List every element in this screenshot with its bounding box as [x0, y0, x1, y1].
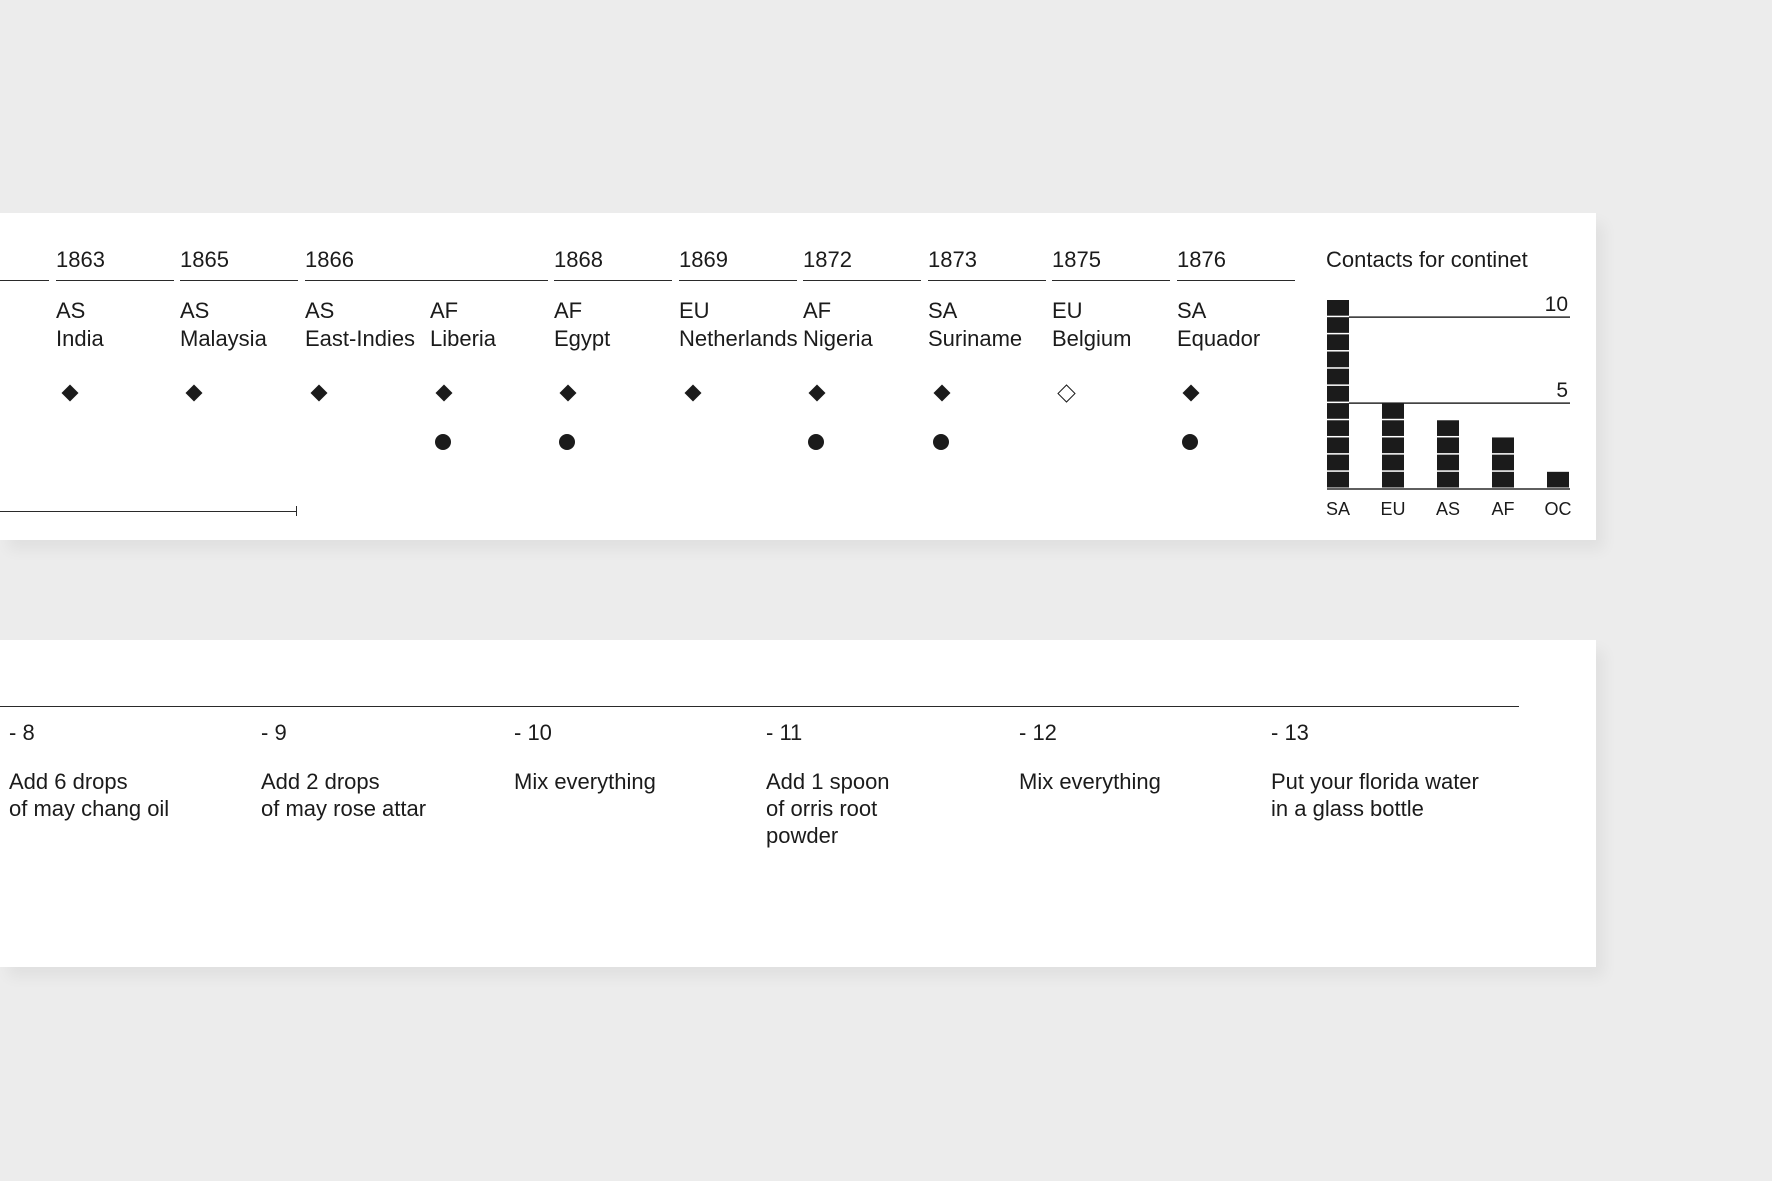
chart-bar-block: [1327, 437, 1349, 453]
timeline-range-tick: [296, 506, 297, 516]
chart-bar-block: [1327, 472, 1349, 488]
diamond-icon: [685, 385, 702, 402]
chart-category-label: AS: [1435, 499, 1461, 519]
diamond-icon: [560, 385, 577, 402]
country-name: Nigeria: [803, 326, 873, 351]
timeline-year: 1872: [803, 247, 852, 272]
continent-code: AS: [305, 298, 335, 323]
country-name: East-Indies: [305, 326, 416, 351]
chart-bar-block: [1327, 369, 1349, 385]
step-number: - 11: [766, 720, 803, 745]
chart-bar-block: [1437, 455, 1459, 471]
continent-code: AS: [56, 298, 86, 323]
chart-bar-block: [1327, 420, 1349, 436]
continent-code: AF: [554, 298, 583, 323]
chart-bar-block: [1327, 386, 1349, 402]
year-rule: [1177, 280, 1295, 281]
year-rule: [0, 280, 49, 281]
chart-bar-block: [1382, 455, 1404, 471]
dot-icon: [933, 434, 949, 450]
chart-bar-block: [1327, 455, 1349, 471]
chart-bar-sa: [1327, 300, 1349, 488]
timeline-year: 1869: [679, 247, 728, 272]
timeline-place: [554, 297, 610, 353]
recipe-step: [1271, 720, 1479, 822]
chart-bar-block: [1492, 472, 1514, 488]
chart-bar-block: [1327, 403, 1349, 419]
timeline-place: [928, 297, 1022, 353]
timeline-year: 1863: [56, 247, 105, 272]
continent-code: SA: [1177, 298, 1207, 323]
chart-bar-block: [1437, 472, 1459, 488]
diamond-icon: [62, 385, 79, 402]
step-text: Add 2 drops of may rose attar: [261, 769, 427, 821]
recipe-step: [9, 720, 169, 822]
step-number: - 13: [1271, 720, 1309, 745]
timeline-place: [430, 297, 496, 353]
timeline-range-line: [0, 511, 297, 512]
step-number: - 9: [261, 720, 287, 745]
step-number: - 8: [9, 720, 35, 745]
contacts-bar-chart: [1320, 213, 1590, 540]
diamond-icon: [186, 385, 203, 402]
recipe-step: [261, 720, 426, 822]
chart-bar-block: [1327, 334, 1349, 350]
dot-icon: [435, 434, 451, 450]
timeline-place: [803, 297, 873, 353]
diamond-icon: [436, 385, 453, 402]
step-text: Add 1 spoon of orris root powder: [766, 769, 890, 848]
recipe-step: [514, 720, 656, 795]
continent-code: AF: [430, 298, 459, 323]
step-text: Add 6 drops of may chang oil: [9, 769, 170, 821]
timeline-place: [1052, 297, 1131, 353]
country-name: Liberia: [430, 326, 497, 351]
chart-bar-block: [1327, 352, 1349, 368]
chart-bar-block: [1382, 420, 1404, 436]
step-text: Mix everything: [514, 769, 656, 794]
chart-gridline-label: 10: [1544, 293, 1568, 317]
chart-title: Contacts for continet: [1326, 247, 1528, 272]
chart-bar-oc: [1547, 472, 1569, 488]
steps-rule: [0, 706, 1519, 707]
year-rule: [305, 280, 548, 281]
contacts-chart: [1320, 213, 1590, 540]
recipe-step: [1019, 720, 1161, 795]
chart-category-label: OC: [1544, 499, 1572, 519]
year-rule: [803, 280, 921, 281]
chart-bar-block: [1437, 437, 1459, 453]
chart-bar-block: [1382, 437, 1404, 453]
chart-gridline-label: 5: [1556, 379, 1568, 403]
timeline-year: 1866: [305, 247, 354, 272]
diamond-icon: [311, 385, 328, 402]
chart-category-label: EU: [1380, 499, 1406, 519]
country-name: Malaysia: [180, 326, 267, 351]
timeline-place: [56, 297, 104, 353]
chart-bar-block: [1327, 317, 1349, 333]
chart-bar-block: [1492, 455, 1514, 471]
continent-code: EU: [679, 298, 710, 323]
year-rule: [56, 280, 174, 281]
timeline-place: [679, 297, 798, 353]
step-text: Mix everything: [1019, 769, 1161, 794]
diamond-icon: [809, 385, 826, 402]
country-name: Equador: [1177, 326, 1261, 351]
year-rule: [928, 280, 1046, 281]
chart-bar-af: [1492, 437, 1514, 487]
year-rule: [180, 280, 298, 281]
diamond-icon: [934, 385, 951, 402]
chart-bar-block: [1547, 472, 1569, 488]
continent-code: SA: [928, 298, 958, 323]
timeline-year: 1868: [554, 247, 603, 272]
hollow-diamond-icon: [1057, 384, 1075, 402]
year-rule: [554, 280, 672, 281]
timeline-year: 1873: [928, 247, 977, 272]
timeline-place: [180, 297, 267, 353]
continent-code: AS: [180, 298, 210, 323]
dot-icon: [808, 434, 824, 450]
country-name: Suriname: [928, 326, 1023, 351]
chart-bar-eu: [1382, 403, 1404, 487]
timeline-place: [1177, 297, 1260, 353]
year-rule: [1052, 280, 1170, 281]
chart-category-label: AF: [1491, 499, 1515, 519]
timeline-year: 1875: [1052, 247, 1101, 272]
year-rule: [679, 280, 797, 281]
country-name: Netherlands: [679, 326, 798, 351]
timeline-year: 1876: [1177, 247, 1226, 272]
continent-code: AF: [803, 298, 832, 323]
chart-bar-block: [1382, 403, 1404, 419]
timeline-card: [0, 213, 1596, 540]
country-name: Belgium: [1052, 326, 1132, 351]
step-number: - 10: [514, 720, 552, 745]
chart-bar-block: [1327, 300, 1349, 316]
continent-code: EU: [1052, 298, 1083, 323]
step-text: Put your florida water in a glass bottle: [1271, 769, 1479, 821]
country-name: India: [56, 326, 104, 351]
dot-icon: [559, 434, 575, 450]
chart-category-label: SA: [1325, 499, 1351, 519]
timeline-year: 1865: [180, 247, 229, 272]
recipe-step: [766, 720, 890, 849]
step-number: - 12: [1019, 720, 1057, 745]
chart-bar-block: [1492, 437, 1514, 453]
chart-bar-block: [1382, 472, 1404, 488]
chart-bar-block: [1437, 420, 1459, 436]
chart-bar-as: [1437, 420, 1459, 487]
country-name: Egypt: [554, 326, 611, 351]
diamond-icon: [1183, 385, 1200, 402]
timeline-place: [305, 297, 415, 353]
steps-card: [0, 640, 1596, 967]
dot-icon: [1182, 434, 1198, 450]
